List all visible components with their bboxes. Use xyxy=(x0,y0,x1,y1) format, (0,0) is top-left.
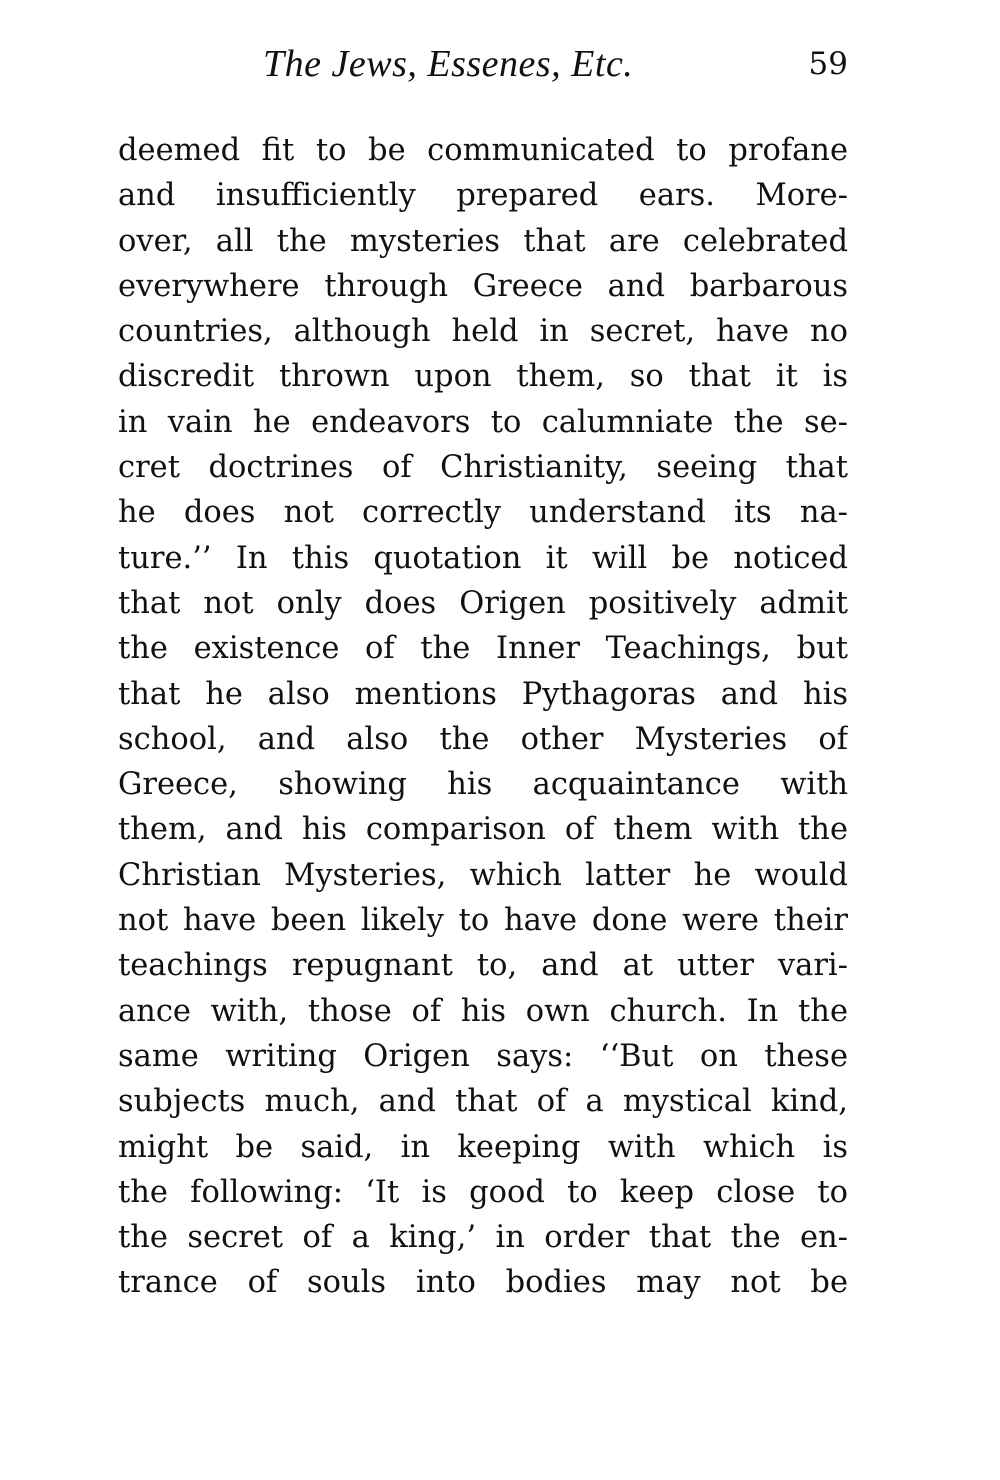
page-number: 59 xyxy=(808,46,848,82)
text-line: not have been likely to have done were their xyxy=(118,903,848,939)
text-line: teachings repugnant to, and at utter vari- xyxy=(118,948,848,984)
text-line: cret doctrines of Christianity, seeing that xyxy=(118,450,848,486)
text-line: Christian Mysteries, which latter he would xyxy=(118,857,848,893)
text-line: the following: ‘It is good to keep close to xyxy=(118,1174,848,1210)
text-line: deemed fit to be communicated to profane xyxy=(118,133,848,168)
text-line: over, all the mysteries that are celebrated xyxy=(118,223,848,259)
running-title: The Jews, Essenes, Etc. xyxy=(263,43,634,85)
text-line: them, and his comparison of them with the xyxy=(118,812,848,848)
text-line: school, and also the other Mysteries of xyxy=(118,721,848,757)
text-line: discredit thrown upon them, so that it is xyxy=(118,359,848,395)
text-line: Greece, showing his acquaintance with xyxy=(118,767,848,803)
text-line: the existence of the Inner Teachings, but xyxy=(118,631,848,667)
text-line: might be said, in keeping with which is xyxy=(118,1129,848,1165)
text-line: everywhere through Greece and barbarous xyxy=(118,268,848,304)
text-line: ture.’’ In this quotation it will be noticed xyxy=(118,540,848,576)
text-line: and insufficiently prepared ears. More- xyxy=(118,178,848,214)
text-line: subjects much, and that of a mystical kind, xyxy=(118,1084,848,1120)
text-line: in vain he endeavors to calumniate the se- xyxy=(118,404,848,440)
text-line: countries, although held in secret, have no xyxy=(118,314,848,350)
text-line: ance with, those of his own church. In the xyxy=(118,993,848,1029)
page-header xyxy=(118,40,848,88)
text-line: that he also mentions Pythagoras and his xyxy=(118,676,848,712)
text-line: trance of souls into bodies may not be xyxy=(118,1265,848,1301)
text-line: he does not correctly understand its na- xyxy=(118,495,848,531)
text-line: the secret of a king,’ in order that the en- xyxy=(118,1220,848,1256)
text-line: that not only does Origen positively admit xyxy=(118,585,848,621)
body-text xyxy=(118,128,848,1306)
text-line: same writing Origen says: ‘‘But on these xyxy=(118,1038,848,1074)
